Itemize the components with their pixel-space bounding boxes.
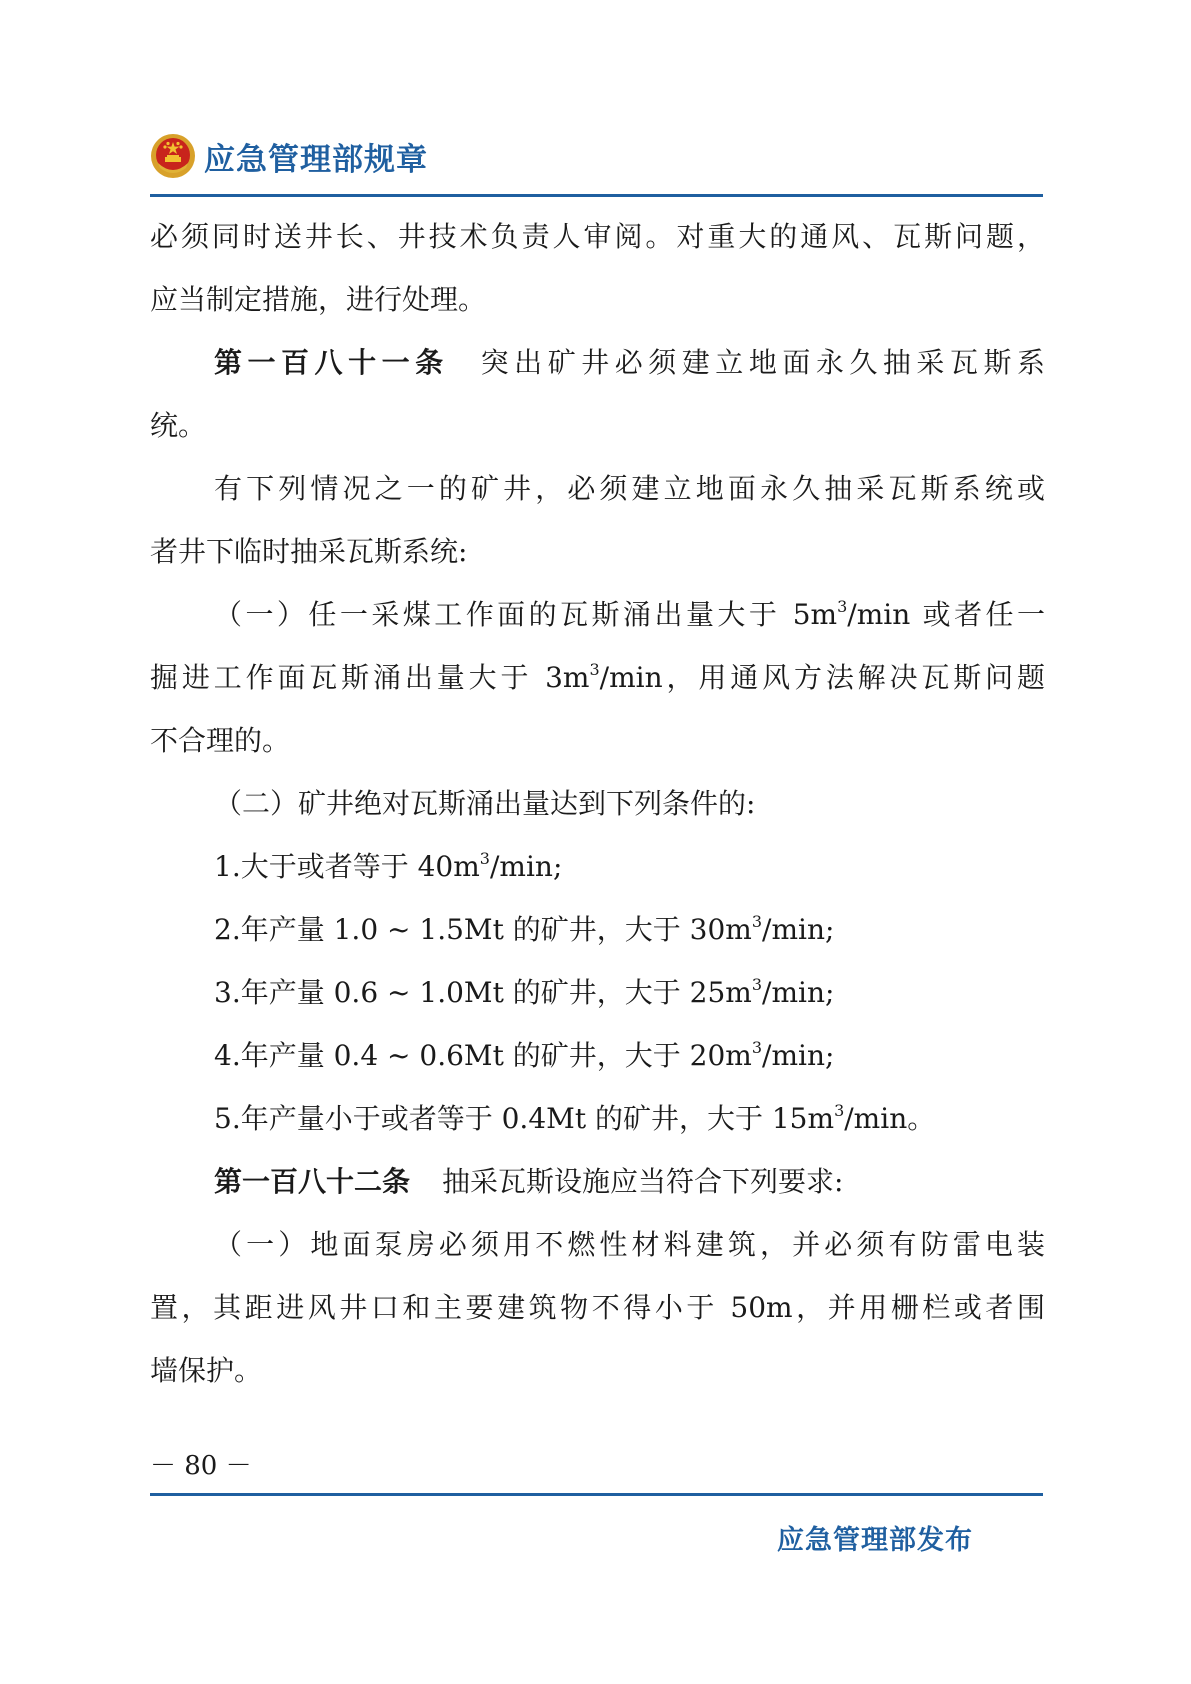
text-line: 必须同时送井长、井技术负责人审阅。对重大的通风、瓦斯问题，: [150, 220, 1045, 253]
footer-divider: [150, 1493, 1043, 1496]
article-number: 第一百八十一条: [214, 346, 449, 379]
publisher-label: 应急管理部发布: [777, 1525, 973, 1556]
text-line: 置，其距进风井口和主要建筑物不得小于 50m，并用栅栏或者围: [150, 1291, 1045, 1324]
text-line: 不合理的。: [150, 724, 291, 757]
text-line: （一）地面泵房必须用不燃性材料建筑，并必须有防雷电装: [214, 1228, 1045, 1261]
page-number: － 80 －: [150, 1451, 252, 1481]
header-title: 应急管理部规章: [204, 141, 428, 178]
text-line: 应当制定措施，进行处理。: [150, 283, 487, 316]
page-header: [150, 126, 428, 186]
text-line: 有下列情况之一的矿井，必须建立地面永久抽采瓦斯系统或: [214, 472, 1045, 505]
article-182-heading: 第一百八十二条 抽采瓦斯设施应当符合下列要求:: [214, 1165, 844, 1198]
list-item: 3.年产量 0.6 ~ 1.0Mt 的矿井，大于 $25m^3/\min$;: [214, 975, 835, 1009]
national-emblem-icon: [150, 133, 196, 179]
article-number: 第一百八十二条: [214, 1165, 411, 1198]
text-line: 者井下临时抽采瓦斯系统:: [150, 535, 468, 568]
text-line: （一）任一采煤工作面的瓦斯涌出量大于 $5m^3/\min$ 或者任一: [214, 597, 1045, 631]
text-line: 统。: [150, 409, 207, 442]
header-divider: [150, 194, 1043, 197]
list-item: 4.年产量 0.4 ~ 0.6Mt 的矿井，大于 $20m^3/\min$;: [214, 1038, 835, 1072]
list-item: 1.大于或者等于 $40m^3/\min$;: [214, 849, 563, 883]
text-line: 掘进工作面瓦斯涌出量大于 $3m^3/\min$，用通风方法解决瓦斯问题: [150, 660, 1045, 694]
article-181-heading: 第一百八十一条 突出矿井必须建立地面永久抽采瓦斯系: [214, 346, 1045, 379]
list-item: 2.年产量 1.0 ~ 1.5Mt 的矿井，大于 $30m^3/\min$;: [214, 912, 835, 946]
document-body: [150, 205, 1045, 1402]
text-line: （二）矿井绝对瓦斯涌出量达到下列条件的:: [214, 787, 756, 820]
text-line: 墙保护。: [150, 1354, 263, 1387]
list-item: 5.年产量小于或者等于 0.4Mt 的矿井，大于 $15m^3/\min$。: [214, 1101, 936, 1135]
